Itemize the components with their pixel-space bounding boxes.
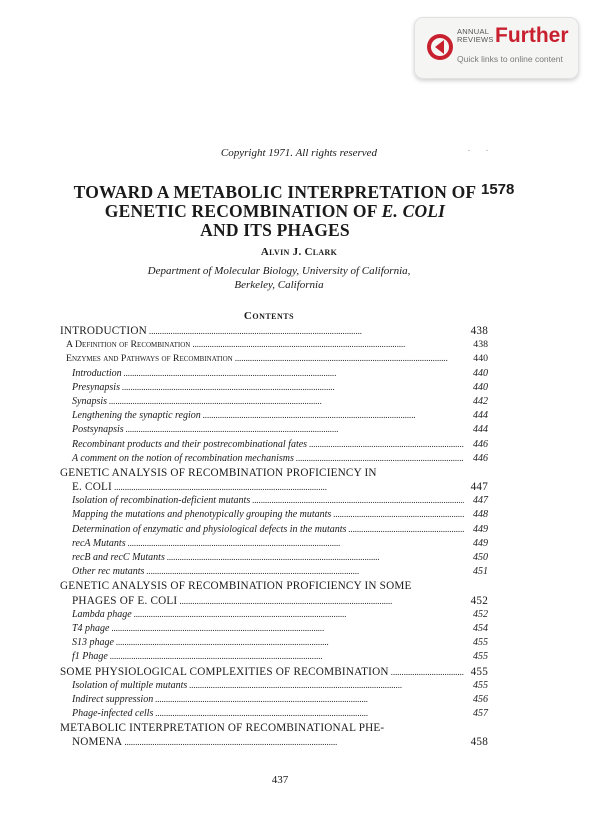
toc-entry-page: 447 [470, 481, 488, 494]
toc-entry-label: SOME PHYSIOLOGICAL COMPLEXITIES OF RECOMBINATION [60, 665, 389, 678]
affiliation-line-2: Berkeley, California [234, 279, 324, 291]
toc-entry-label: T4 phage [72, 622, 110, 634]
toc-entry-label: E. COLI [72, 481, 112, 494]
toc-entry[interactable] [60, 636, 488, 650]
toc-entry[interactable] [60, 480, 488, 494]
scan-speck [468, 150, 470, 151]
toc-entry[interactable] [60, 367, 488, 381]
toc-entry-label: PHAGES OF E. COLI [72, 594, 178, 607]
toc-entry-page: 455 [473, 651, 488, 663]
copyright-notice: Copyright 1971. All rights reserved [220, 147, 378, 159]
toc-entry-page: 452 [473, 608, 488, 620]
toc-entry[interactable] [60, 466, 488, 480]
toc-entry[interactable] [60, 338, 488, 352]
toc-entry[interactable] [60, 735, 488, 749]
toc-entry[interactable] [60, 381, 488, 395]
toc-entry-label: METABOLIC INTERPRETATION OF RECOMBINATIONAL PHE- [60, 722, 385, 735]
toc-entry-page: 446 [473, 438, 488, 450]
toc-entry-label: Phage-infected cells [72, 708, 154, 720]
toc-entry-page: 449 [473, 537, 488, 549]
toc-entry-page: 438 [470, 325, 488, 337]
toc-entry[interactable] [60, 565, 488, 579]
toc-entry[interactable] [60, 537, 488, 551]
toc-entry-label: Other rec mutants [72, 566, 145, 578]
toc-entry-label: recA Mutants [72, 537, 126, 549]
page-number: 437 [271, 774, 289, 786]
toc-entry-page: 455 [473, 679, 488, 691]
toc-entry-label: Lambda phage [72, 608, 132, 620]
toc-entry-label: GENETIC ANALYSIS OF RECOMBINATION PROFICIENCY IN SOME [60, 580, 412, 593]
toc-entry-page: 446 [473, 452, 488, 464]
toc-entry-page: 452 [470, 594, 488, 607]
toc-entry-page: 440 [473, 381, 488, 393]
toc-entry-page: 449 [473, 523, 488, 535]
toc-entry[interactable] [60, 693, 488, 707]
toc-entry-label: GENETIC ANALYSIS OF RECOMBINATION PROFICIENCY IN [60, 466, 377, 479]
toc-entry-page: 457 [473, 708, 488, 720]
toc-entry-page: 444 [473, 424, 488, 436]
toc-entry[interactable] [60, 679, 488, 693]
toc-entry[interactable] [60, 324, 488, 338]
toc-entry-label: Synapsis [72, 395, 107, 407]
toc-entry[interactable] [60, 650, 488, 664]
author-affiliation [0, 264, 558, 292]
toc-entry-page: 448 [473, 509, 488, 521]
author-name: Alvin J. Clark [260, 246, 338, 258]
toc-entry[interactable] [60, 438, 488, 452]
toc-entry[interactable] [60, 665, 488, 679]
toc-entry-page: 442 [473, 395, 488, 407]
toc-entry-label: A Definition of Recombination [66, 339, 191, 351]
toc-entry-page: 451 [473, 566, 488, 578]
toc-entry-label: Isolation of multiple mutants [72, 679, 188, 691]
badge-brand-small: ANNUAL REVIEWS [457, 27, 494, 44]
title-line-2 [60, 202, 490, 221]
toc-entry[interactable] [60, 494, 488, 508]
toc-entry[interactable] [60, 523, 488, 537]
toc-entry-page: 458 [470, 736, 488, 749]
toc-entry[interactable] [60, 579, 488, 593]
title-organism: E. COLI [381, 201, 446, 221]
toc-entry-label: Mapping the mutations and phenotypically grouping the mutants [72, 509, 332, 521]
toc-entry-page: 444 [473, 410, 488, 422]
toc-entry[interactable] [60, 721, 488, 735]
toc-entry-label: Indirect suppression [72, 693, 154, 705]
toc-entry-page: 454 [473, 622, 488, 634]
annual-reviews-further-badge[interactable] [414, 17, 579, 79]
scan-speck [486, 150, 488, 151]
toc-entry[interactable] [60, 352, 488, 366]
toc-entry-label: NOMENA [72, 736, 123, 749]
badge-subtitle: Quick links to online content [457, 54, 563, 64]
title-line-2-text: GENETIC RECOMBINATION OF [104, 201, 382, 221]
toc-entry-page: 440 [473, 367, 488, 379]
toc-entry-label: Isolation of recombination-deficient mutants [72, 495, 251, 507]
affiliation-line-1: Department of Molecular Biology, University of California, [147, 265, 411, 277]
toc-entry-page: 450 [473, 552, 488, 563]
toc-entry[interactable] [60, 452, 488, 466]
toc-entry-label: Enzymes and Pathways of Recombination [66, 353, 233, 365]
toc-entry-label: f1 Phage [72, 651, 108, 663]
badge-brand-further: Further [495, 24, 569, 47]
toc-entry[interactable] [60, 707, 488, 721]
toc-entry-label: S13 phage [72, 637, 114, 649]
article-number: 1578 [481, 181, 515, 198]
toc-entry-label: INTRODUCTION [60, 325, 147, 337]
toc-entry[interactable] [60, 551, 488, 565]
toc-entry-label: Postsynapsis [72, 424, 124, 436]
annual-reviews-logo-icon [425, 32, 455, 62]
toc-entry[interactable] [60, 423, 488, 437]
toc-entry-page: 440 [473, 353, 488, 365]
toc-entry[interactable] [60, 622, 488, 636]
title-line-3: AND ITS PHAGES [200, 220, 350, 240]
toc-entry-page: 455 [470, 665, 488, 678]
title-line-1: TOWARD A METABOLIC INTERPRETATION OF [73, 182, 477, 202]
toc-entry[interactable] [60, 608, 488, 622]
toc-entry-page: 438 [473, 339, 488, 351]
toc-entry-page: 447 [473, 495, 488, 507]
article-title [60, 183, 490, 240]
contents-heading: Contents [243, 310, 295, 322]
toc-entry-label: Lengthening the synaptic region [72, 410, 201, 422]
toc-entry[interactable] [60, 508, 488, 522]
toc-entry-label: Presynapsis [72, 381, 120, 393]
toc-entry-label: A comment on the notion of recombination mechanisms [72, 452, 294, 464]
toc-entry-page: 456 [473, 693, 488, 705]
table-of-contents [60, 324, 488, 750]
toc-entry-label: Determination of enzymatic and physiological defects in the mutants [72, 523, 347, 535]
toc-entry[interactable] [60, 395, 488, 409]
toc-entry[interactable] [60, 594, 488, 608]
toc-entry-label: Recombinant products and their postrecombinational fates [72, 438, 308, 450]
toc-entry-label: Introduction [72, 367, 122, 379]
toc-entry-label: recB and recC Mutants [72, 552, 165, 563]
toc-entry[interactable] [60, 409, 488, 423]
toc-entry-page: 455 [473, 637, 488, 649]
